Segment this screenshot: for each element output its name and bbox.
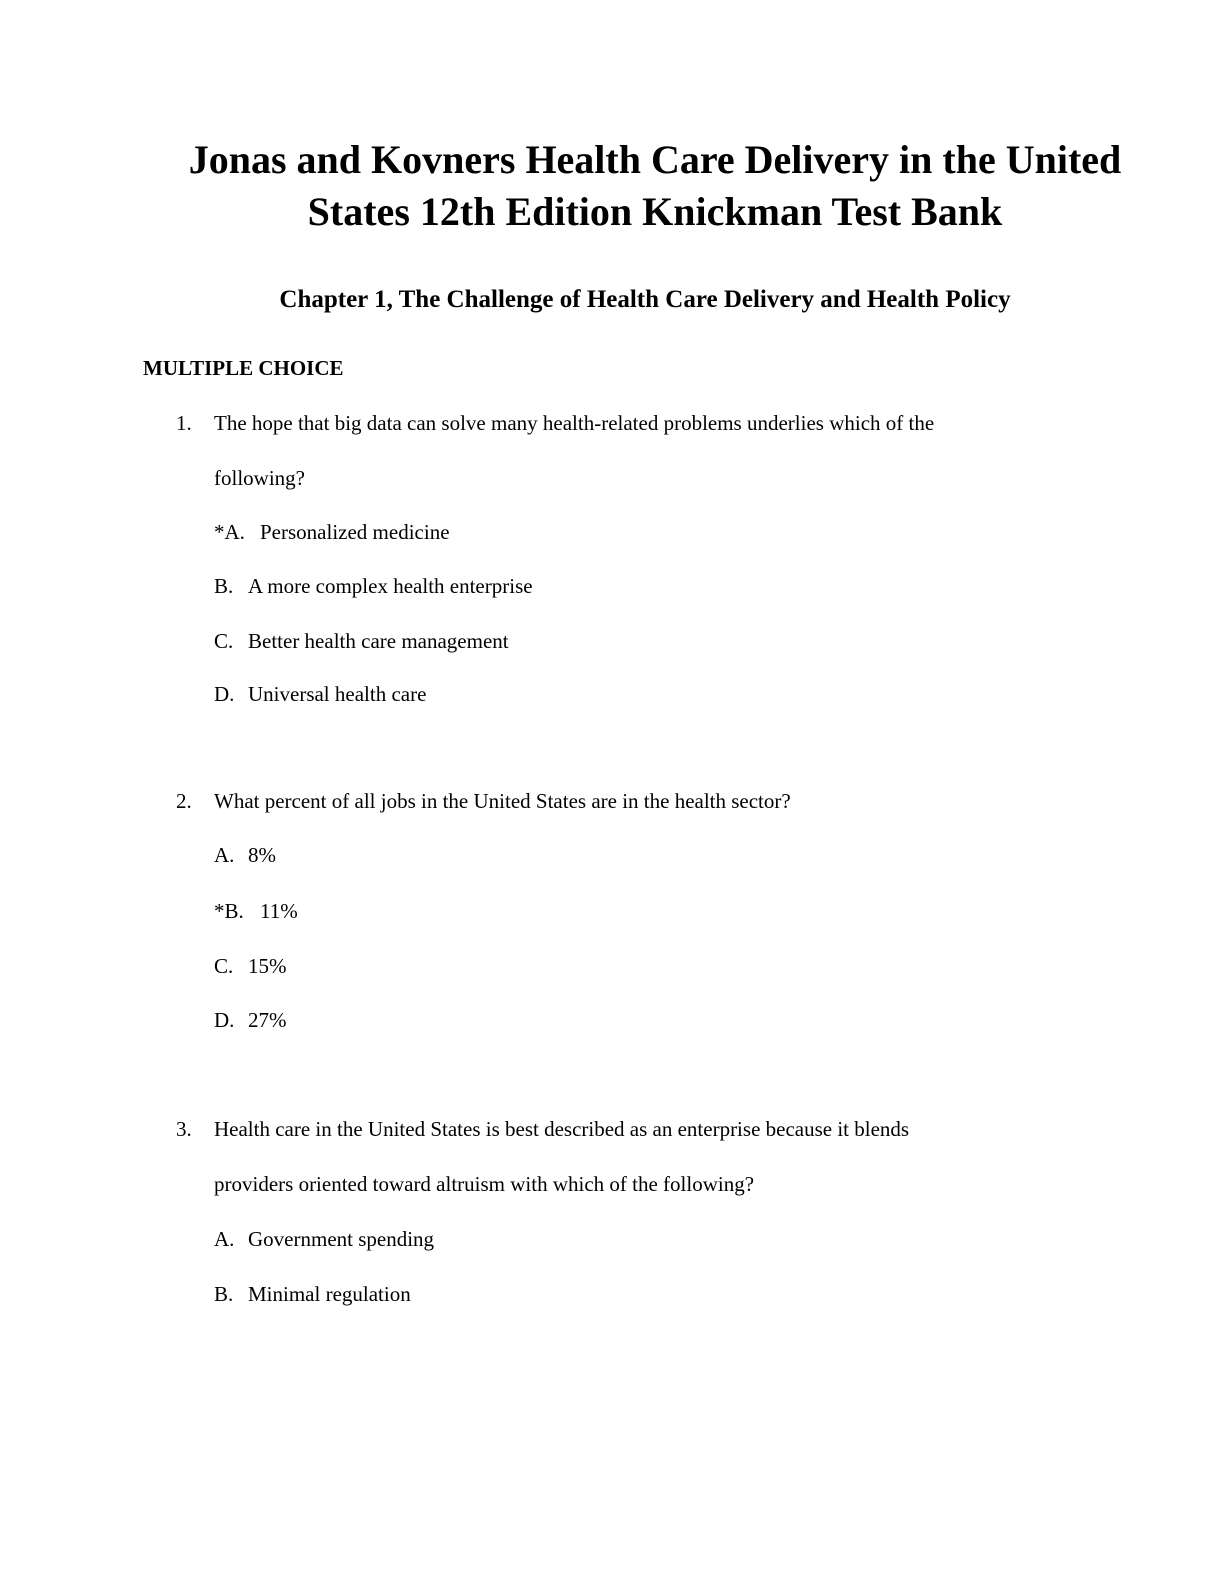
option-text: Personalized medicine [260, 520, 450, 544]
option-letter: B. [214, 574, 234, 598]
question-number: 3. [176, 1117, 192, 1141]
option-letter: C. [214, 954, 234, 978]
option-letter: *A. [214, 520, 245, 544]
answer-option [214, 1006, 287, 1034]
option-text: Better health care management [248, 629, 509, 653]
answer-option [214, 897, 298, 925]
question-stem-line: The hope that big data can solve many health-related problems underlies which of the [214, 411, 935, 435]
chapter-title: Chapter 1, The Challenge of Health Care Delivery and Health Policy [279, 286, 1011, 313]
question-stem-line: What percent of all jobs in the United States are in the health sector? [214, 789, 791, 813]
option-letter: D. [214, 682, 235, 706]
option-letter: B. [214, 1282, 234, 1306]
option-text: 8% [248, 843, 276, 867]
option-text: 27% [248, 1008, 287, 1032]
option-text: A more complex health enterprise [248, 574, 533, 598]
question-stem-line: Health care in the United States is best described as an enterprise because it blends [214, 1117, 910, 1141]
option-text: Minimal regulation [248, 1282, 411, 1306]
question-number: 1. [176, 411, 192, 435]
option-text: Universal health care [248, 682, 427, 706]
option-letter: A. [214, 1227, 235, 1251]
answer-option [214, 572, 533, 600]
option-letter: *B. [214, 899, 244, 923]
option-letter: C. [214, 629, 234, 653]
question-stem-line: providers oriented toward altruism with which of the following? [214, 1172, 755, 1196]
answer-option [214, 518, 450, 546]
answer-option [214, 1280, 411, 1308]
document-title: Jonas and Kovners Health Care Delivery in the United States 12th Edition Knickman Test Bank [188, 137, 1122, 234]
option-text: 15% [248, 954, 287, 978]
option-text: 11% [260, 899, 298, 923]
option-letter: A. [214, 843, 235, 867]
section-heading: MULTIPLE CHOICE [143, 356, 344, 380]
question-number: 2. [176, 789, 192, 813]
option-letter: D. [214, 1008, 235, 1032]
question-stem-line: following? [214, 466, 305, 490]
answer-option [214, 680, 426, 708]
option-text: Government spending [248, 1227, 435, 1251]
answer-option [214, 841, 276, 869]
answer-option [214, 1225, 434, 1253]
answer-option [214, 952, 287, 980]
answer-option [214, 627, 509, 655]
